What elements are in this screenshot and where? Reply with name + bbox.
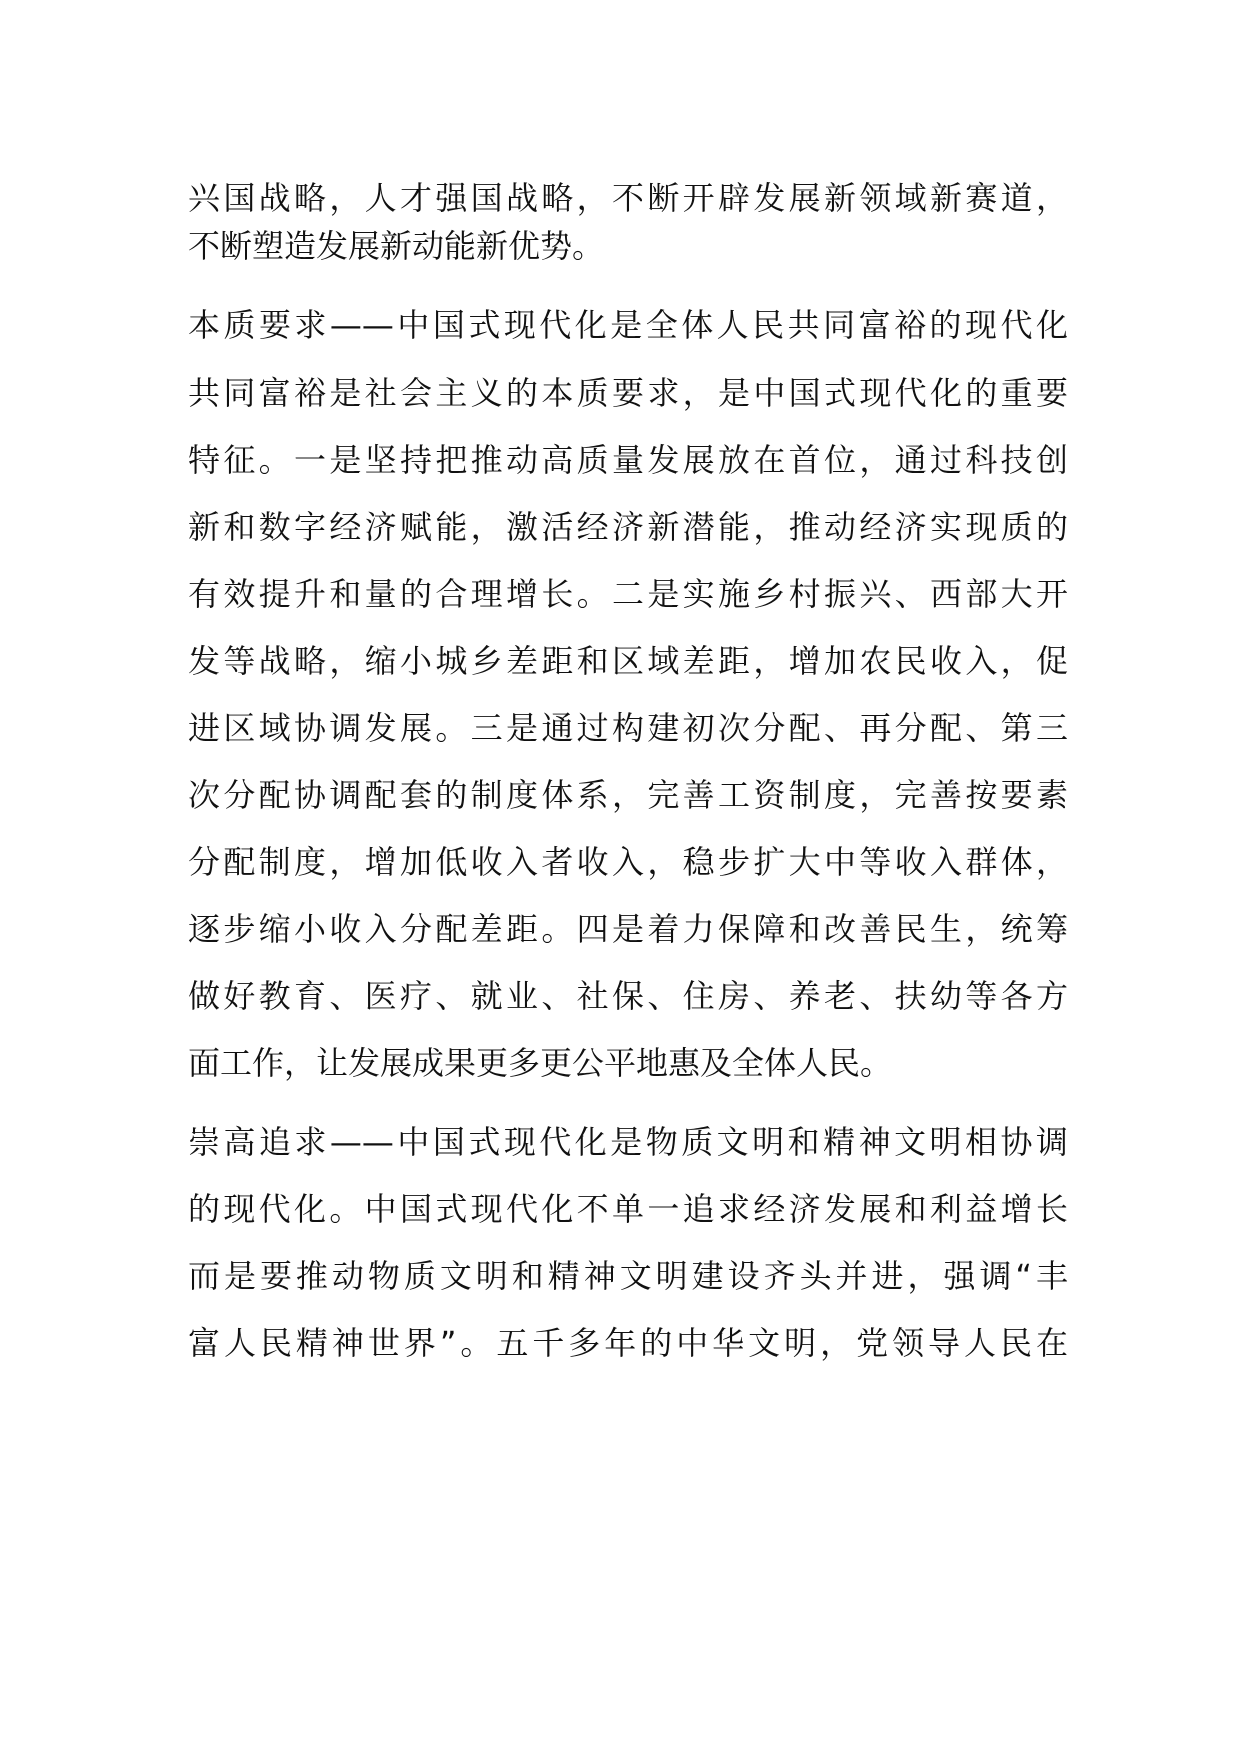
text-line: 发等战略，缩小城乡差距和区域差距，增加农民收入，促 [188,642,1068,680]
text-line: 次分配协调配套的制度体系，完善工资制度，完善按要素 [188,776,1068,814]
text-line: 兴国战略，人才强国战略，不断开辟发展新领域新赛道， [188,179,1068,217]
text-line: 本质要求——中国式现代化是全体人民共同富裕的现代化 [188,306,1068,344]
text-line: 崇高追求——中国式现代化是物质文明和精神文明相协调 [188,1123,1068,1161]
text-line: 富人民精神世界”。五千多年的中华文明，党领导人民在 [188,1324,1068,1362]
text-line: 而是要推动物质文明和精神文明建设齐头并进，强调“丰 [188,1257,1068,1295]
text-line: 有效提升和量的合理增长。二是实施乡村振兴、西部大开 [188,575,1068,613]
text-line: 不断塑造发展新动能新优势。 [188,227,605,265]
text-line: 共同富裕是社会主义的本质要求，是中国式现代化的重要 [188,374,1068,412]
text-line: 做好教育、医疗、就业、社保、住房、养老、扶幼等各方 [188,977,1068,1015]
text-line: 面工作，让发展成果更多更公平地惠及全体人民。 [188,1044,893,1082]
text-line: 的现代化。中国式现代化不单一追求经济发展和利益增长 [188,1190,1068,1228]
text-line: 进区域协调发展。三是通过构建初次分配、再分配、第三 [188,709,1068,747]
text-line: 新和数字经济赋能，激活经济新潜能，推动经济实现质的 [188,508,1068,546]
text-line: 逐步缩小收入分配差距。四是着力保障和改善民生，统筹 [188,910,1068,948]
text-line: 分配制度，增加低收入者收入，稳步扩大中等收入群体， [188,843,1068,881]
text-line: 特征。一是坚持把推动高质量发展放在首位，通过科技创 [188,441,1068,479]
